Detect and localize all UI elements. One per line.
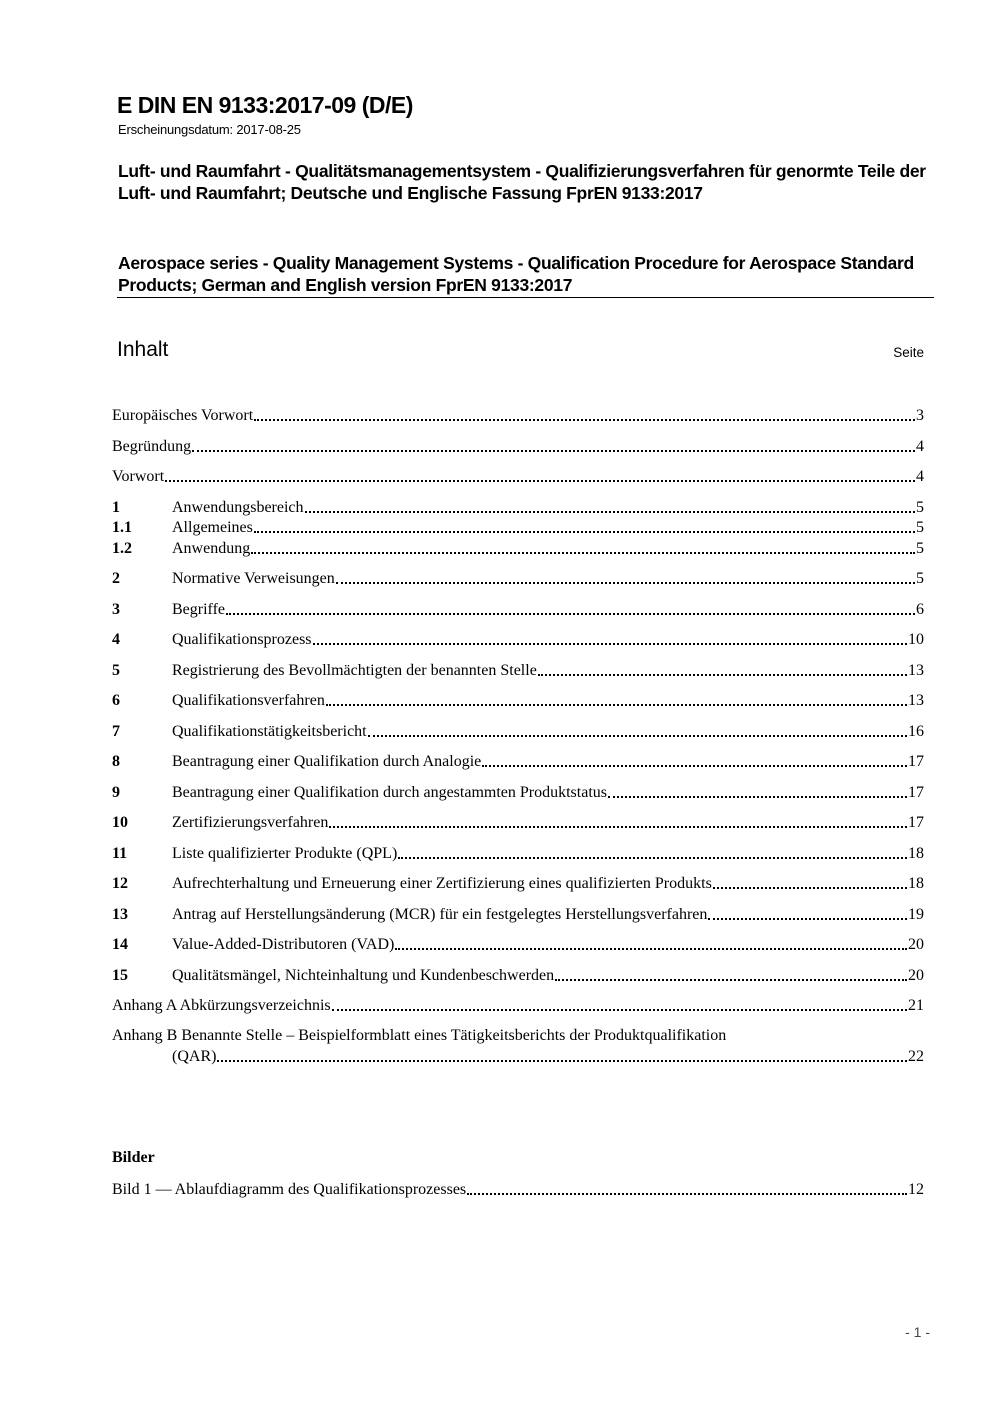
toc-entry[interactable] bbox=[112, 813, 924, 832]
toc-entry-page: 4 bbox=[916, 438, 924, 455]
toc-entry-text: (QAR) bbox=[172, 1048, 217, 1065]
toc-entry[interactable] bbox=[112, 630, 924, 649]
toc-entry-text: Normative Verweisungen bbox=[172, 570, 335, 587]
toc-entry-text: Qualifikationstätigkeitsbericht bbox=[172, 723, 367, 740]
toc-entry-page: 21 bbox=[908, 997, 924, 1014]
dot-leader bbox=[217, 1060, 907, 1062]
toc-entry[interactable] bbox=[112, 783, 924, 802]
publication-date: Erscheinungsdatum: 2017-08-25 bbox=[118, 122, 301, 137]
toc-entry-page: 5 bbox=[916, 540, 924, 557]
toc-entry[interactable] bbox=[112, 437, 924, 456]
toc-entry-text: Antrag auf Herstellungsänderung (MCR) für ein festgelegtes Herstellungsverfahren bbox=[172, 906, 708, 923]
dot-leader bbox=[305, 511, 915, 513]
toc-entry-text: Begriffe bbox=[172, 601, 226, 618]
toc-entry-page: 20 bbox=[908, 936, 924, 953]
toc-entry-page: 13 bbox=[908, 662, 924, 679]
dot-leader bbox=[398, 857, 907, 859]
toc-entry[interactable] bbox=[112, 498, 924, 517]
toc-entry[interactable] bbox=[112, 874, 924, 893]
toc-entry-number: 14 bbox=[112, 936, 128, 953]
dot-leader bbox=[254, 531, 915, 533]
toc-entry-page: 5 bbox=[916, 570, 924, 587]
toc-heading: Inhalt bbox=[117, 338, 169, 361]
dot-leader bbox=[332, 1009, 907, 1011]
toc-entry-page: 16 bbox=[908, 723, 924, 740]
toc-entry-number: 15 bbox=[112, 967, 128, 984]
toc-entry-text: Anwendungsbereich bbox=[172, 499, 304, 516]
toc-entry-text: Anhang A Abkürzungsverzeichnis bbox=[112, 997, 331, 1014]
toc-entry[interactable] bbox=[112, 661, 924, 680]
toc-entry-annex-b-cont[interactable] bbox=[172, 1047, 924, 1066]
dot-leader bbox=[395, 948, 907, 950]
toc-entry-number: 3 bbox=[112, 601, 120, 618]
toc-entry-page: 13 bbox=[908, 692, 924, 709]
toc-entry[interactable] bbox=[112, 467, 924, 486]
toc-entry-number: 2 bbox=[112, 570, 120, 587]
toc-entry-text: Begründung bbox=[112, 438, 192, 455]
dot-leader bbox=[708, 918, 907, 920]
toc-entry-text: Bild 1 — Ablaufdiagramm des Qualifikationsprozesses bbox=[112, 1181, 467, 1198]
toc-entry-text: Anwendung bbox=[172, 540, 251, 557]
dot-leader bbox=[368, 735, 907, 737]
toc-entry-page: 17 bbox=[908, 753, 924, 770]
toc-entry-page: 22 bbox=[908, 1048, 924, 1065]
dot-leader bbox=[329, 826, 907, 828]
toc-entry[interactable] bbox=[112, 752, 924, 771]
toc-entry[interactable] bbox=[112, 539, 924, 558]
toc-entry[interactable] bbox=[112, 935, 924, 954]
toc-entry[interactable] bbox=[112, 905, 924, 924]
dot-leader bbox=[192, 450, 915, 452]
dot-leader bbox=[226, 613, 915, 615]
page-number: - 1 - bbox=[905, 1324, 930, 1340]
toc-entry-text: Liste qualifizierter Produkte (QPL) bbox=[172, 845, 398, 862]
toc-entry[interactable] bbox=[112, 722, 924, 741]
toc-entry-text: Beantragung einer Qualifikation durch Analogie bbox=[172, 753, 482, 770]
toc-entry-text: Beantragung einer Qualifikation durch angestammten Produktstatus bbox=[172, 784, 607, 801]
toc-entry[interactable] bbox=[112, 996, 924, 1015]
toc-entry-page: 5 bbox=[916, 499, 924, 516]
toc-entry-number: 6 bbox=[112, 692, 120, 709]
document-id: E DIN EN 9133:2017-09 (D/E) bbox=[117, 92, 413, 118]
toc-entry[interactable] bbox=[112, 518, 924, 537]
toc-entry-text: Registrierung des Bevollmächtigten der benannten Stelle bbox=[172, 662, 537, 679]
toc-entry-number: 7 bbox=[112, 723, 120, 740]
toc-entry-text: Qualifikationsprozess bbox=[172, 631, 312, 648]
dot-leader bbox=[538, 674, 907, 676]
dot-leader bbox=[482, 765, 907, 767]
toc-entry-page: 3 bbox=[916, 407, 924, 424]
page-column-label: Seite bbox=[893, 345, 924, 360]
toc-entry[interactable] bbox=[112, 600, 924, 619]
toc-entry-page: 4 bbox=[916, 468, 924, 485]
header-divider bbox=[117, 297, 934, 298]
dot-leader bbox=[336, 582, 915, 584]
toc-entry-text: Qualifikationsverfahren bbox=[172, 692, 325, 709]
toc-entry-text: Aufrechterhaltung und Erneuerung einer Zertifizierung eines qualifizierten Produkts bbox=[172, 875, 712, 892]
dot-leader bbox=[467, 1193, 907, 1195]
dot-leader bbox=[251, 552, 915, 554]
toc-entry-page: 5 bbox=[916, 519, 924, 536]
dot-leader bbox=[326, 704, 907, 706]
title-german: Luft- und Raumfahrt - Qualitätsmanagementsystem - Qualifizierungsverfahren für genormte Teile der Luft- und Raumfahrt; Deutsche und Englische Fassung FprEN 9133:2017 bbox=[118, 161, 926, 203]
toc-entry-annex-b[interactable] bbox=[112, 1026, 726, 1045]
toc-entry-number: 13 bbox=[112, 906, 128, 923]
toc-entry-text: Europäisches Vorwort bbox=[112, 407, 254, 424]
toc-entry-text: Value-Added-Distributoren (VAD) bbox=[172, 936, 395, 953]
figure-entry[interactable] bbox=[112, 1180, 924, 1199]
toc-entry-number: 1.1 bbox=[112, 519, 132, 536]
toc-entry-text: Qualitätsmängel, Nichteinhaltung und Kundenbeschwerden bbox=[172, 967, 555, 984]
dot-leader bbox=[713, 887, 907, 889]
title-english: Aerospace series - Quality Management Systems - Qualification Procedure for Aerospace Standard Products; German and English version FprEN 9133:2017 bbox=[118, 253, 914, 295]
toc-entry-number: 8 bbox=[112, 753, 120, 770]
toc-entry[interactable] bbox=[112, 691, 924, 710]
toc-entry-page: 17 bbox=[908, 814, 924, 831]
toc-entry-number: 10 bbox=[112, 814, 128, 831]
toc-entry-number: 4 bbox=[112, 631, 120, 648]
toc-entry-text: Zertifizierungsverfahren bbox=[172, 814, 329, 831]
toc-entry-number: 12 bbox=[112, 875, 128, 892]
toc-entry-number: 9 bbox=[112, 784, 120, 801]
toc-entry-number: 1 bbox=[112, 499, 120, 516]
toc-entry-page: 6 bbox=[916, 601, 924, 618]
dot-leader bbox=[608, 796, 907, 798]
toc-entry-text: Anhang B Benannte Stelle – Beispielformblatt eines Tätigkeitsberichts der Produktqualifikation bbox=[112, 1027, 727, 1044]
dot-leader bbox=[555, 979, 907, 981]
figures-heading: Bilder bbox=[112, 1149, 155, 1166]
toc-entry[interactable] bbox=[112, 966, 924, 985]
toc-entry-text: Vorwort bbox=[112, 468, 165, 485]
toc-entry-page: 17 bbox=[908, 784, 924, 801]
toc-entry-page: 19 bbox=[908, 906, 924, 923]
toc-entry[interactable] bbox=[112, 844, 924, 863]
toc-entry-text: Allgemeines bbox=[172, 519, 253, 536]
toc-entry-number: 1.2 bbox=[112, 540, 132, 557]
toc-entry-number: 11 bbox=[112, 845, 128, 862]
dot-leader bbox=[254, 419, 915, 421]
toc-entry-page: 12 bbox=[908, 1181, 924, 1198]
dot-leader bbox=[165, 480, 915, 482]
toc-entry-page: 18 bbox=[908, 845, 924, 862]
toc-entry[interactable] bbox=[112, 569, 924, 588]
toc-entry[interactable] bbox=[112, 406, 924, 425]
toc-entry-page: 18 bbox=[908, 875, 924, 892]
toc-entry-page: 20 bbox=[908, 967, 924, 984]
toc-entry-page: 10 bbox=[908, 631, 924, 648]
toc-entry-number: 5 bbox=[112, 662, 120, 679]
dot-leader bbox=[313, 643, 907, 645]
